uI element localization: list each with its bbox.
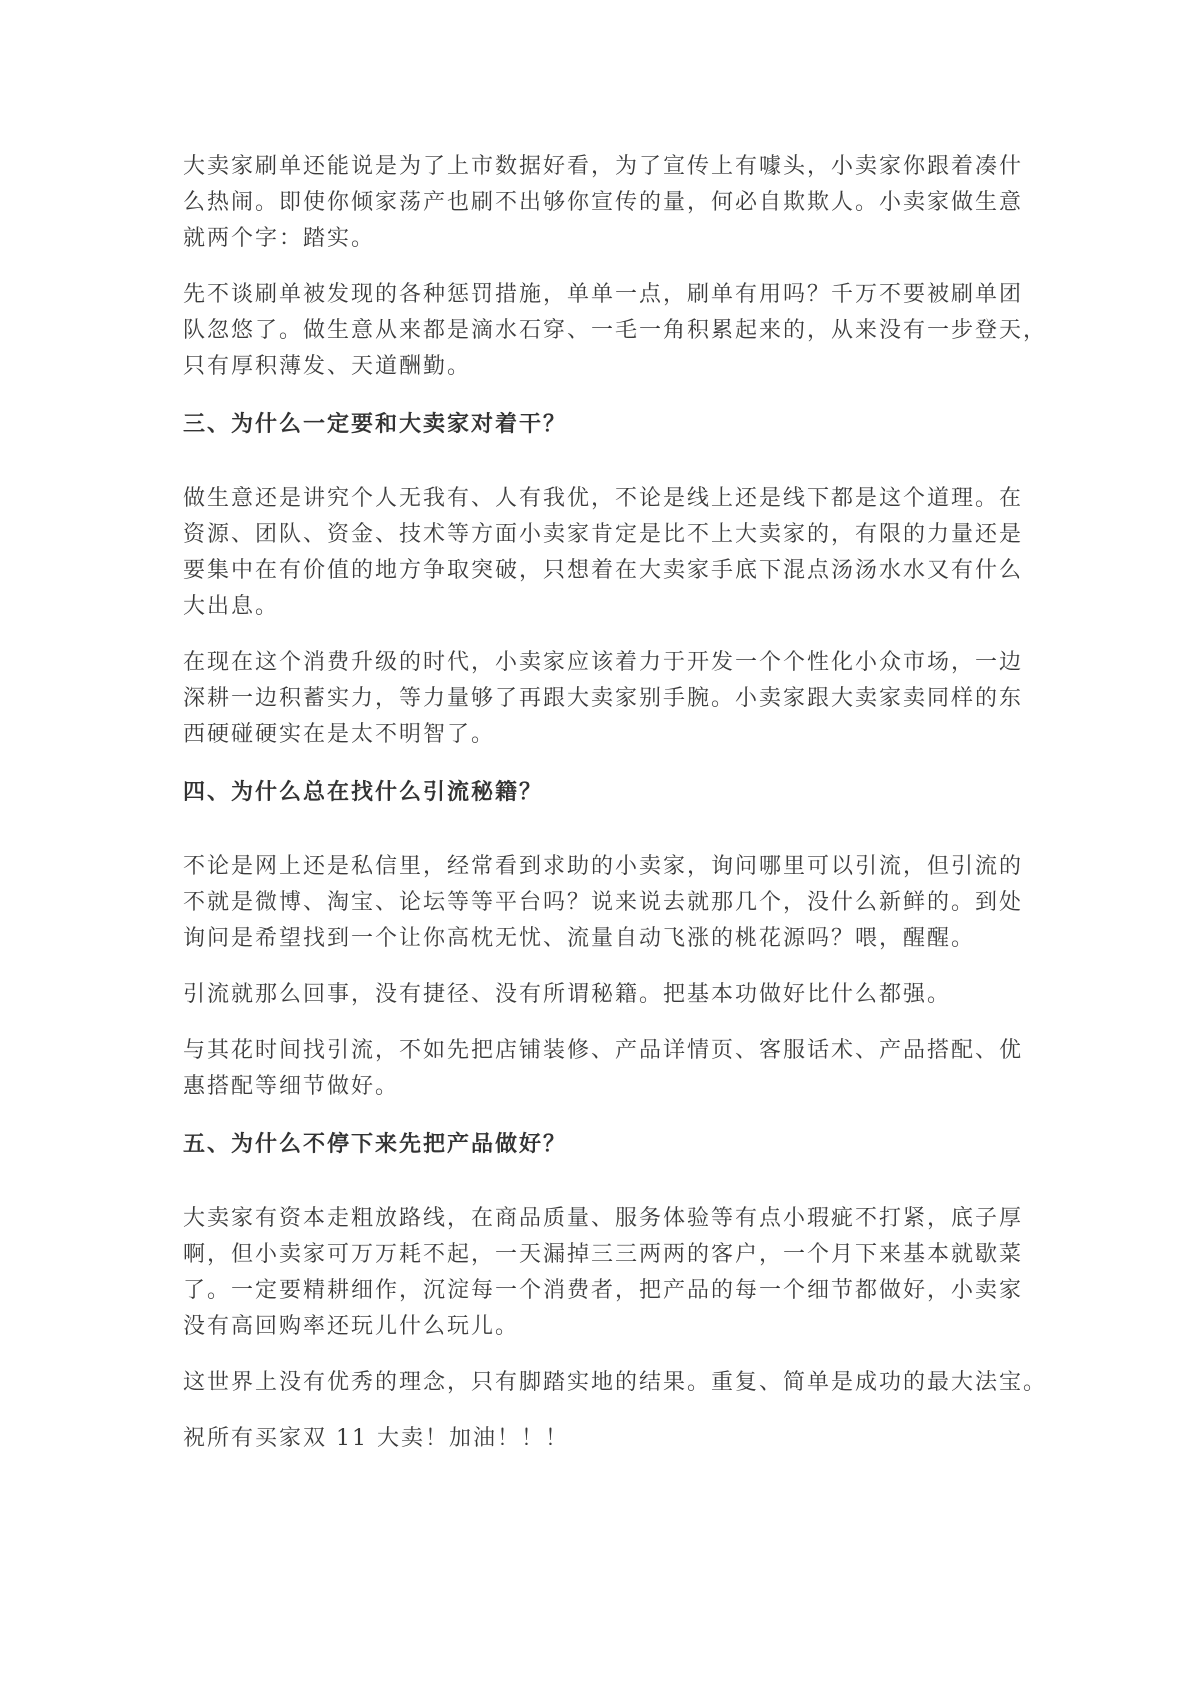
paragraph [183,481,1043,625]
paragraph [183,977,1043,1013]
paragraph-line: 要集中在有价值的地方争取突破，只想着在大卖家手底下混点汤汤水水又有什么 [183,558,1024,583]
paragraph-line: 大出息。 [183,594,280,619]
paragraph-line: 做生意还是讲究个人无我有、人有我优，不论是线上还是线下都是这个道理。在 [183,486,1024,511]
paragraph [183,1033,1043,1105]
paragraph [183,645,1043,753]
paragraph [183,1365,1048,1401]
paragraph-line: 深耕一边积蓄实力，等力量够了再跟大卖家别手腕。小卖家跟大卖家卖同样的东 [183,686,1024,711]
paragraph-line: 啊，但小卖家可万万耗不起，一天漏掉三三两两的客户，一个月下来基本就歇菜 [183,1242,1024,1267]
paragraph-line: 大卖家刷单还能说是为了上市数据好看，为了宣传上有噱头，小卖家你跟着凑什 [183,154,1024,179]
paragraph [183,1201,1043,1345]
section-heading: 三、为什么一定要和大卖家对着干？ [183,412,568,437]
paragraph-line: 先不谈刷单被发现的各种惩罚措施，单单一点，刷单有用吗？千万不要被刷单团 [183,282,1024,307]
paragraph [183,1421,1043,1457]
paragraph-line: 询问是希望找到一个让你高枕无忧、流量自动飞涨的桃花源吗？喂，醒醒。 [183,926,976,951]
paragraph [183,149,1043,257]
paragraph-line: 资源、团队、资金、技术等方面小卖家肯定是比不上大卖家的，有限的力量还是 [183,522,1024,547]
paragraph-line: 与其花时间找引流，不如先把店铺装修、产品详情页、客服话术、产品搭配、优 [183,1038,1024,1063]
paragraph-line: 了。一定要精耕细作，沉淀每一个消费者，把产品的每一个细节都做好，小卖家 [183,1278,1024,1303]
paragraph [183,277,1048,385]
paragraph-line: 在现在这个消费升级的时代，小卖家应该着力于开发一个个性化小众市场，一边 [183,650,1024,675]
paragraph-line: 没有高回购率还玩儿什么玩儿。 [183,1314,520,1339]
paragraph-line: 不论是网上还是私信里，经常看到求助的小卖家，询问哪里可以引流，但引流的 [183,854,1024,879]
paragraph-line: 引流就那么回事，没有捷径、没有所谓秘籍。把基本功做好比什么都强。 [183,982,952,1007]
paragraph-line: 只有厚积薄发、天道酬勤。 [183,354,472,379]
paragraph-line: 西硬碰硬实在是太不明智了。 [183,722,496,747]
paragraph-line: 惠搭配等细节做好。 [183,1074,400,1099]
section-heading: 四、为什么总在找什么引流秘籍？ [183,780,544,805]
paragraph-line: 这世界上没有优秀的理念，只有脚踏实地的结果。重复、简单是成功的最大法宝。 [183,1370,1048,1395]
paragraph-line: 大卖家有资本走粗放路线，在商品质量、服务体验等有点小瑕疵不打紧，底子厚 [183,1206,1024,1231]
paragraph-line: 祝所有买家双 11 大卖！加油！！！ [183,1426,569,1451]
paragraph-line: 就两个字：踏实。 [183,226,376,251]
document-page [183,149,1048,1477]
section-heading: 五、为什么不停下来先把产品做好？ [183,1132,568,1157]
paragraph [183,849,1043,957]
paragraph-line: 队忽悠了。做生意从来都是滴水石穿、一毛一角积累起来的，从来没有一步登天， [183,318,1048,343]
paragraph-line: 不就是微博、淘宝、论坛等等平台吗？说来说去就那几个，没什么新鲜的。到处 [183,890,1024,915]
paragraph-line: 么热闹。即使你倾家荡产也刷不出够你宣传的量，何必自欺欺人。小卖家做生意 [183,190,1024,215]
